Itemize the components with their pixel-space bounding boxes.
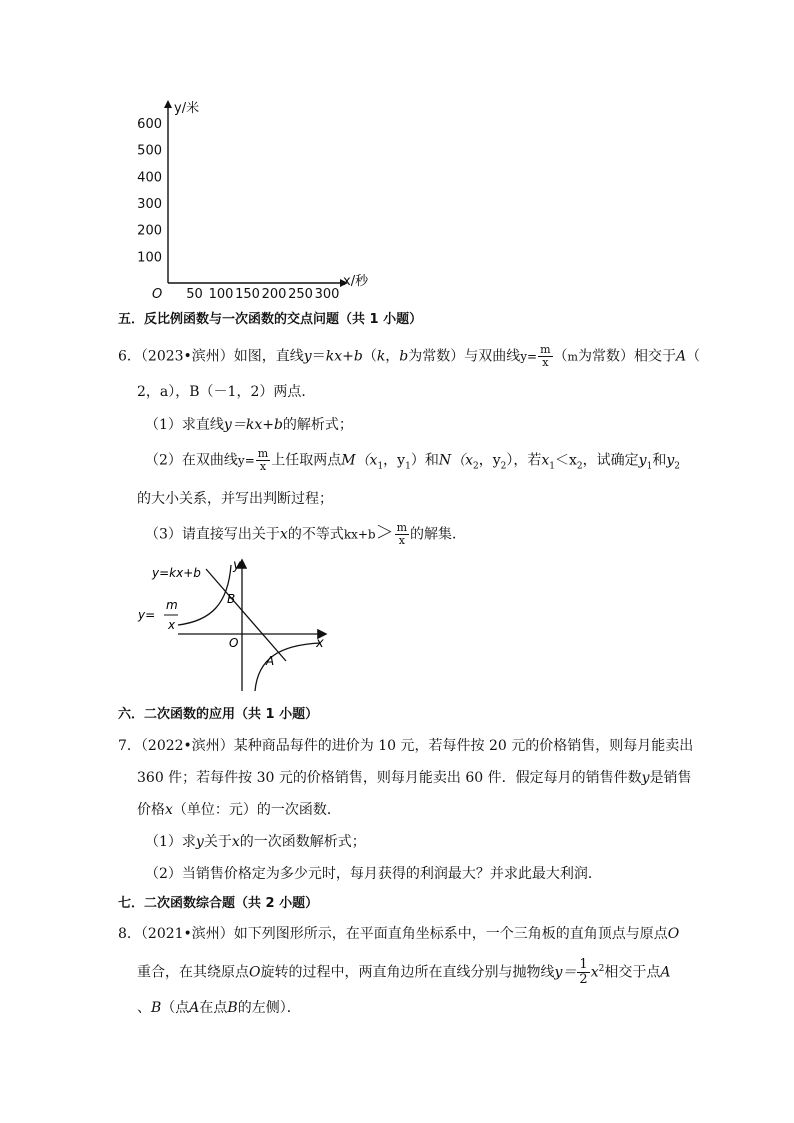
q7-text: 的一次函数解析式； [239,834,366,850]
q6-text: k [376,348,386,365]
q8-line-1 [118,924,679,944]
q8-text: 、 [137,1000,151,1016]
q6-fraction [538,344,552,369]
q8-text: 的左侧）． [237,1000,301,1016]
chart-y-tick-label: 200 [137,223,162,239]
q6-text: ， [385,348,400,365]
q6-line-2: 2，a），B（－1，2）两点． [137,384,316,400]
q7-text: x [165,802,173,818]
q7-part-2: （2）当销售价格定为多少元时，每月获得的利润最大？并求此最大利润． [145,866,602,882]
chart-origin-label: O [152,287,163,302]
q8-text: y＝ [554,964,577,981]
q8-text: O [667,926,680,942]
q6-line-1 [118,344,700,369]
q6-x-axis-label: x [316,636,324,651]
q7-text: 价格 [137,802,165,818]
q6-text: （ [553,348,568,365]
chart-x-tick-label: 50 [186,287,203,302]
q6-text: y [666,452,675,469]
q6-fraction [256,448,270,473]
q8-fraction [577,958,589,987]
q6-fraction-num: m [396,521,408,534]
q8-sup: 2 [598,963,605,974]
q6-text: x [541,452,550,469]
q6-text: 为常数）与双曲线 [408,348,521,365]
q8-text: A [189,1000,200,1016]
q8-text: 在点 [199,1000,228,1016]
q6-text: 的不等式 [287,526,344,543]
q6-sub: 2 [472,461,479,472]
distance-time-axes [0,0,794,310]
q6-text: 的解集． [410,526,467,543]
q6-y-axis-label: y [233,558,241,573]
q6-text: kx [325,348,343,365]
q6-text: y [638,452,647,469]
q7-text: 360 件；若每件按 30 元的价格销售，则每月能卖出 60 件．假定每月的销售件数 [137,770,642,786]
q6-text: M（x [341,452,378,469]
q8-fraction-num: 1 [579,957,588,972]
chart-x-tick-label: 150 [235,287,260,302]
q6-text: x [279,526,288,543]
q6-text: 和 [652,452,667,469]
q6-text: ，y [383,452,406,469]
q6-part-3 [145,522,466,547]
chart-x-tick-label: 100 [208,287,234,302]
chart-y-tick-label: 500 [137,143,162,159]
q8-line-3 [137,998,301,1018]
q8-line-2 [137,958,670,987]
q8-fraction-den: 2 [579,972,588,987]
q8-text: x [590,964,599,981]
chart-x-tick-label: 200 [261,287,287,302]
q6-fraction [395,522,409,547]
q6-text: y＝kx+b [223,417,283,433]
q6-fraction-num: m [257,447,269,460]
q7-text: x [231,834,240,850]
q6-point-b: B [227,592,236,606]
q8-text: A [660,964,671,981]
q8-text: O [249,964,261,981]
q6-sub: 1 [549,461,556,472]
q8-text: 相交于点 [604,964,661,981]
q8-text: 8．（2021•滨州）如下列图形所示，在平面直角坐标系中，一个三角板的直角顶点与原点 [118,926,668,942]
q6-text: ＜x [555,452,577,469]
q6-hyp-label-num: m [166,598,178,612]
q6-hyperbola-branch-right [255,643,320,691]
q8-text: B [227,1000,238,1016]
q6-origin-label: O [229,636,239,650]
q6-sub: 1 [377,461,384,472]
q6-line-label: y=kx+b [152,566,201,580]
q6-part-1 [145,415,353,435]
q8-text: （点 [161,1000,190,1016]
q7-part-1 [145,832,366,852]
q6-sub: 1 [646,461,653,472]
chart-x-axis-label: x/秒 [343,274,369,289]
chart-y-arrow [164,100,172,108]
q6-text: kx+b [343,527,376,542]
q8-text: 旋转的过程中，两直角边所在直线分别与抛物线 [260,964,555,981]
q7-line-2 [137,768,692,788]
q7-text: y [195,834,204,850]
q6-text: + [342,348,354,365]
q6-text: 上任取两点 [271,452,342,469]
q7-text: 是销售 [649,770,692,786]
q8-text: B [151,1000,162,1016]
q6-text: b [353,348,363,365]
q6-text: ），若 [506,452,542,469]
q6-text: （ [686,348,701,365]
section-heading-6: 六．二次函数的应用（共 1 小题） [118,707,319,722]
q6-fraction-den: x [259,460,267,473]
q6-text: m [567,350,578,364]
q6-text: ＞ [375,522,394,544]
q6-point-a: A [266,654,275,668]
q6-fraction-den: x [542,356,549,369]
q7-text: （1）求 [145,834,196,850]
chart-y-tick-label: 400 [137,170,162,186]
q6-sub: 1 [405,461,411,472]
q6-part-2-line-2: 的大小关系，并写出判断过程； [137,491,333,507]
q7-text: （单位：元）的一次函数． [172,802,341,818]
q6-sub: 2 [576,461,583,472]
q6-text: N（x [438,452,473,469]
q8-text: 重合，在其绕原点 [137,964,249,981]
chart-y-tick-label: 600 [137,117,162,132]
q6-fraction-prefix: y= [520,349,538,364]
section-heading-5: 五．反比例函数与一次函数的交点问题（共 1 小题） [118,312,423,327]
q6-text: （3）请直接写出关于 [145,526,280,543]
q6-fraction-prefix: y= [237,453,255,468]
q7-line-1: 7．（2022•滨州）某种商品每件的进价为 10 元，若每件按 20 元的价格销售，则每月能卖出 [118,738,694,754]
chart-y-axis-label: y/米 [174,101,200,116]
q6-line-graph [206,569,286,661]
q6-sub: 2 [500,461,507,472]
q6-sub: 2 [674,461,680,472]
q6-text: b [399,348,409,365]
q6-text: ＝ [311,348,326,365]
q6-text: ，试确定 [582,452,639,469]
chart-y-tick-label: 300 [137,197,162,212]
q6-text: ）和 [410,452,439,469]
q6-text: 为常数）相交于 [577,348,676,365]
q6-fraction-num: m [540,343,551,356]
q6-text: （2）在双曲线 [145,452,238,469]
q6-text: A [675,348,687,365]
q7-line-3 [137,800,341,820]
q6-hyp-label-den: x [168,618,176,632]
q6-text: 6．（2023•滨州）如图，直线 [118,348,304,365]
section-heading-7: 七．二次函数综合题（共 2 小题） [118,896,319,911]
q7-text: y [641,770,650,786]
q6-fraction-den: x [398,534,405,547]
chart-x-tick-label: 250 [288,287,313,302]
q6-text: 的解析式； [282,417,353,433]
chart-x-tick-label: 300 [314,287,340,302]
q6-text: ，y [478,452,501,469]
chart-y-tick-label: 100 [137,250,162,266]
q6-text: y [303,348,312,365]
q6-text: （1）求直线 [145,417,224,433]
q6-part-2 [145,448,680,476]
q6-hyp-label-prefix: y= [138,608,156,622]
q6-text: （ [362,348,377,365]
q7-text: 关于 [203,834,232,850]
q6-figure [130,553,340,698]
